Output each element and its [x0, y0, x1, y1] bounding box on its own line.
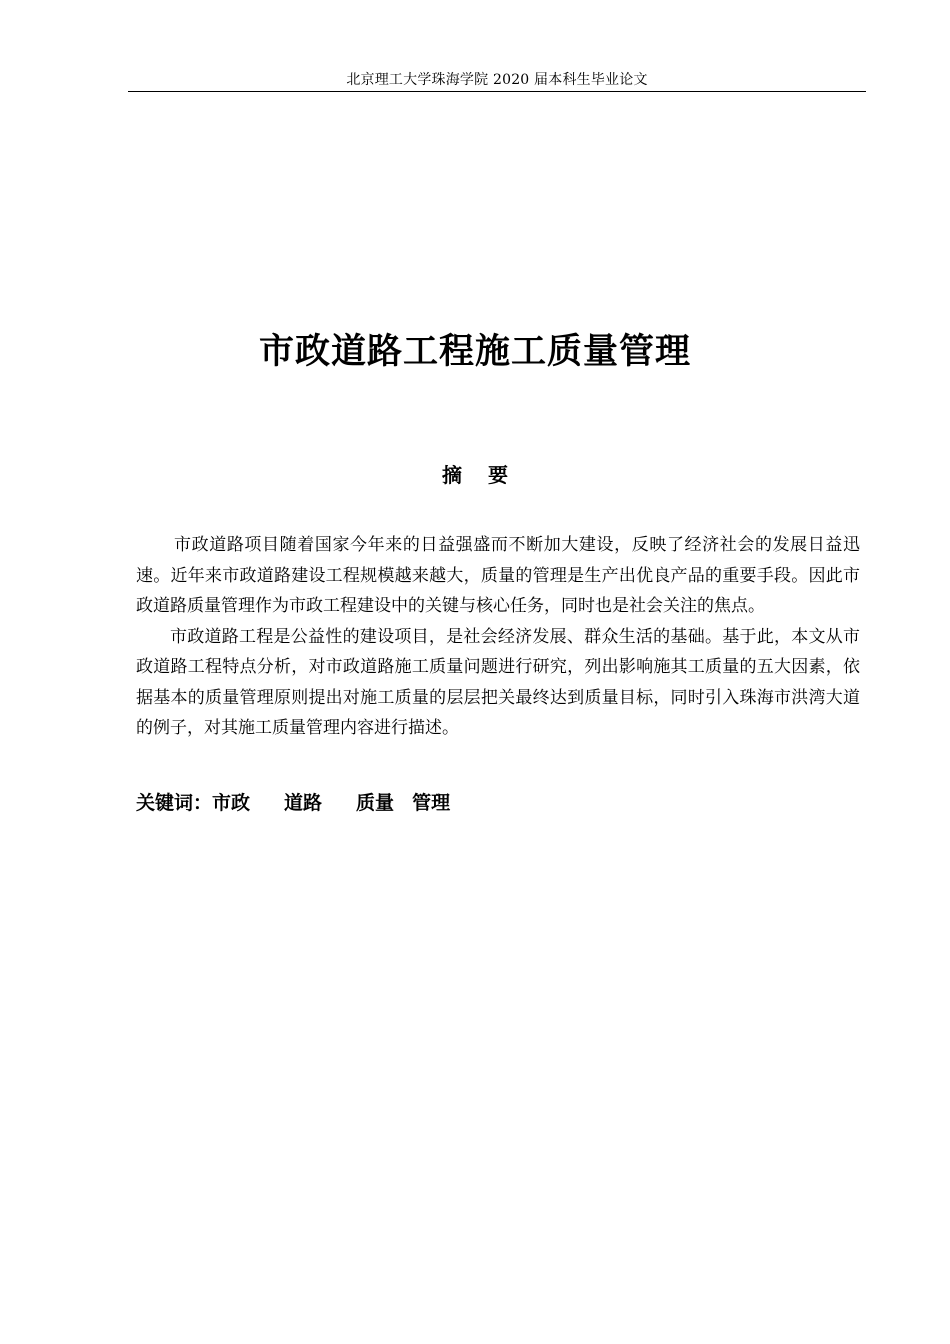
keyword-4: 管理 [412, 792, 451, 814]
abstract-heading-part1: 摘 [442, 463, 462, 487]
abstract-heading-part2: 要 [488, 463, 508, 487]
paper-title: 市政道路工程施工质量管理 [258, 331, 691, 372]
header-rule [128, 91, 866, 92]
keywords-label: 关键词： [136, 792, 213, 814]
keywords-line [136, 788, 450, 818]
abstract-paragraph-2: 市政道路工程是公益性的建设项目，是社会经济发展、群众生活的基础。基于此，本文从市政道路工程特点分析，对市政道路施工质量问题进行研究，列出影响施其工质量的五大因素，依据基本的质量管理原则提出对施工质量的层层把关最终达到质量目标，同时引入珠海市洪湾大道的例子，对其施工质量管理内容进行描述。 [136, 626, 860, 738]
keyword-1: 市政 [212, 792, 251, 814]
keyword-3: 质量 [356, 792, 395, 814]
abstract-heading [0, 460, 950, 490]
abstract-paragraph-1: 市政道路项目随着国家今年来的日益强盛而不断加大建设，反映了经济社会的发展日益迅速。近年来市政道路建设工程规模越来越大，质量的管理是生产出优良产品的重要手段。因此市政道路质量管理作为市政工程建设中的关键与核心任务，同时也是社会关注的焦点。 [136, 535, 860, 616]
abstract-body [136, 530, 860, 744]
running-header: 北京理工大学珠海学院 2020 届本科生毕业论文 [346, 72, 648, 88]
keyword-2: 道路 [284, 792, 323, 814]
